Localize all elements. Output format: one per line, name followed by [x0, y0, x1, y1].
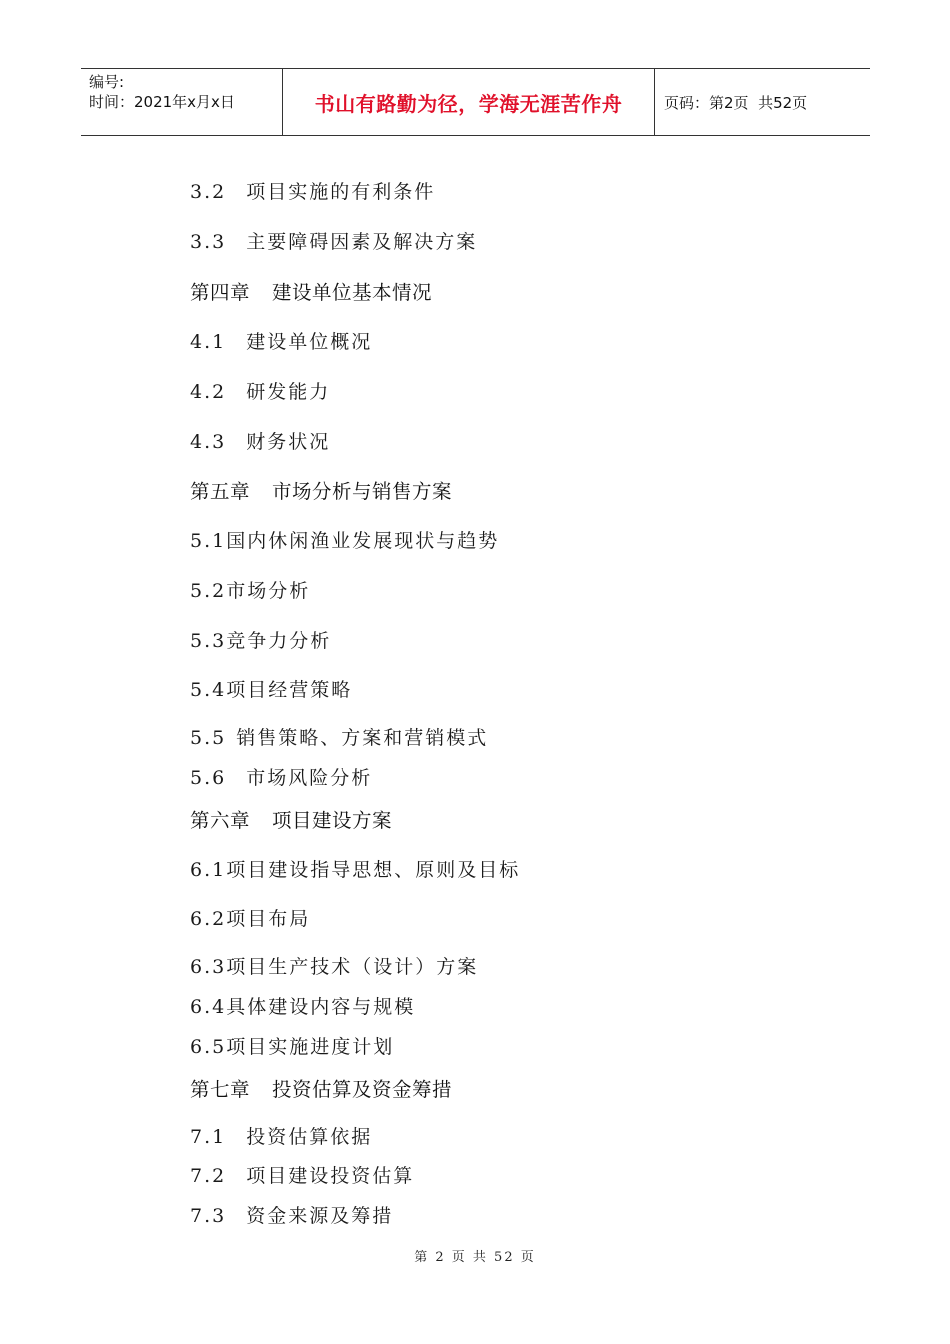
- toc-chapter-title: 投资估算及资金筹措: [272, 1078, 453, 1101]
- toc-entry-title: 项目生产技术（设计）方案: [226, 956, 479, 978]
- toc-chapter-number: 第四章: [190, 281, 251, 304]
- toc-chapter-title: 项目建设方案: [272, 809, 393, 832]
- document-number-label: 编号:: [89, 73, 125, 91]
- toc-entry-title: 项目实施的有利条件: [246, 181, 436, 203]
- toc-entry-number: 3.2: [190, 181, 227, 203]
- toc-entry-title: 资金来源及筹措: [246, 1205, 394, 1227]
- toc-entry[interactable]: [190, 180, 435, 204]
- toc-entry-title: 财务状况: [246, 431, 331, 453]
- toc-entry[interactable]: [190, 629, 331, 653]
- toc-entry[interactable]: [190, 330, 372, 354]
- toc-chapter[interactable]: [190, 1078, 452, 1102]
- toc-entry-title: 竞争力分析: [226, 630, 332, 652]
- toc-entry-number: 5.4: [190, 679, 227, 701]
- toc-entry-number: 5.2: [190, 580, 227, 602]
- toc-entry-number: 7.1: [190, 1126, 227, 1148]
- toc-entry[interactable]: [190, 380, 330, 404]
- toc-entry[interactable]: [190, 726, 488, 750]
- toc-entry-title: 销售策略、方案和营销模式: [236, 727, 489, 749]
- toc-entry-title: 具体建设内容与规模: [226, 996, 416, 1018]
- toc-entry-number: 5.3: [190, 630, 227, 652]
- toc-entry-title: 建设单位概况: [246, 331, 373, 353]
- document-time-label: 时间：2021年x月x日: [89, 93, 235, 111]
- toc-chapter[interactable]: [190, 281, 432, 305]
- toc-entry-title: 投资估算依据: [246, 1126, 373, 1148]
- toc-entry-number: 5.1: [190, 530, 227, 552]
- toc-entry-title: 项目经营策略: [226, 679, 353, 701]
- toc-entry-number: 7.3: [190, 1205, 227, 1227]
- toc-entry[interactable]: [190, 529, 499, 553]
- toc-entry-title: 国内休闲渔业发展现状与趋势: [226, 530, 500, 552]
- page-footer: [0, 1246, 950, 1265]
- footer-page-number: 第 2 页 共 52 页: [414, 1250, 536, 1265]
- toc-entry-number: 6.3: [190, 956, 227, 978]
- toc-entry-title: 市场分析: [226, 580, 311, 602]
- toc-entry-title: 项目实施进度计划: [226, 1036, 395, 1058]
- toc-entry-number: 5.6: [190, 767, 227, 789]
- toc-entry[interactable]: [190, 1204, 393, 1228]
- toc-entry[interactable]: [190, 766, 372, 790]
- toc-chapter[interactable]: [190, 809, 392, 833]
- toc-entry-number: 5.5: [190, 727, 227, 749]
- toc-entry-title: 主要障碍因素及解决方案: [246, 231, 478, 253]
- toc-entry-number: 7.2: [190, 1165, 227, 1187]
- toc-chapter-number: 第五章: [190, 480, 251, 503]
- toc-entry[interactable]: [190, 1164, 414, 1188]
- toc-entry[interactable]: [190, 230, 477, 254]
- toc-entry[interactable]: [190, 907, 310, 931]
- page-info-text: 页码：第2页 共52页: [664, 93, 808, 112]
- toc-entry[interactable]: [190, 858, 520, 882]
- toc-chapter-title: 建设单位基本情况: [272, 281, 433, 304]
- toc-entry-number: 4.3: [190, 431, 227, 453]
- toc-entry-title: 项目布局: [226, 908, 311, 930]
- toc-entry-title: 市场风险分析: [246, 767, 373, 789]
- toc-entry[interactable]: [190, 1035, 394, 1059]
- toc-chapter-number: 第七章: [190, 1078, 251, 1101]
- toc-entry[interactable]: [190, 1125, 372, 1149]
- toc-entry[interactable]: [190, 678, 352, 702]
- toc-entry-number: 6.5: [190, 1036, 227, 1058]
- toc-chapter-title: 市场分析与销售方案: [272, 480, 453, 503]
- toc-entry-number: 4.1: [190, 331, 227, 353]
- toc-entry[interactable]: [190, 430, 330, 454]
- toc-entry[interactable]: [190, 955, 478, 979]
- toc-entry-title: 项目建设指导思想、原则及目标: [226, 859, 521, 881]
- toc-chapter[interactable]: [190, 480, 452, 504]
- toc-entry-number: 3.3: [190, 231, 227, 253]
- toc-entry[interactable]: [190, 995, 415, 1019]
- toc-entry-title: 项目建设投资估算: [246, 1165, 415, 1187]
- toc-chapter-number: 第六章: [190, 809, 251, 832]
- motto-text: 书山有路勤为径，学海无涯苦作舟: [314, 91, 623, 116]
- toc-entry[interactable]: [190, 579, 310, 603]
- toc-entry-number: 6.2: [190, 908, 227, 930]
- toc-entry-number: 6.1: [190, 859, 227, 881]
- toc-entry-number: 4.2: [190, 381, 227, 403]
- toc-entry-title: 研发能力: [246, 381, 331, 403]
- toc-entry-number: 6.4: [190, 996, 227, 1018]
